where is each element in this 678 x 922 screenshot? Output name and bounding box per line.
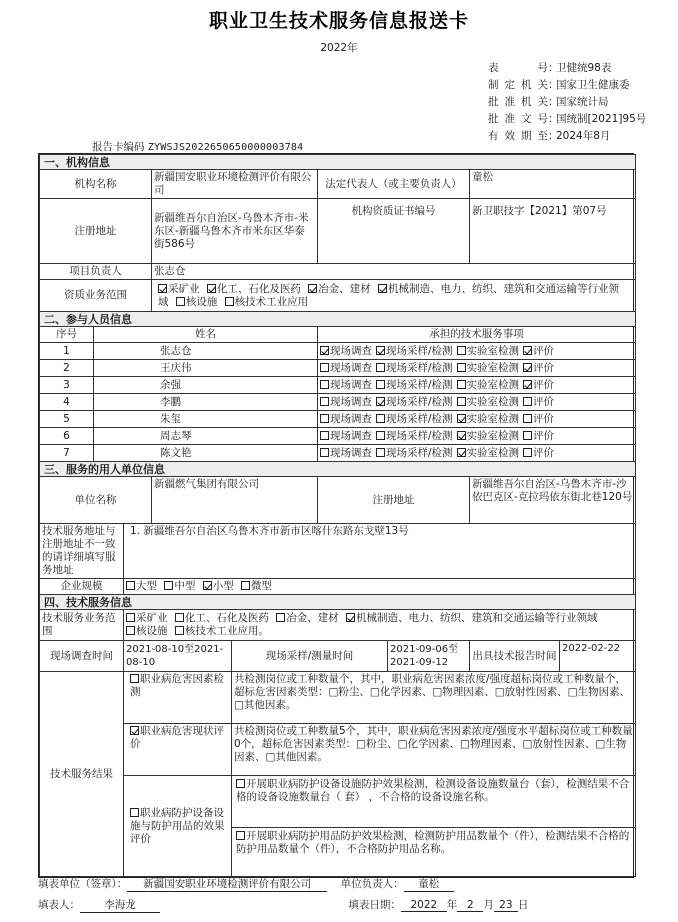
section2-title: 二、参与人员信息 <box>40 312 636 327</box>
sampling-time: 2021-09-06至2021-09-12 <box>388 641 470 672</box>
service-addr-label: 技术服务地址与注册地址不一致的请详细填写服务地址 <box>40 524 124 579</box>
person-seq: 2 <box>40 360 94 377</box>
task-option[interactable]: 现场调查 <box>320 413 372 425</box>
service-scope-label: 技术服务业务范围 <box>40 610 124 641</box>
person-row <box>40 360 636 377</box>
scope-option[interactable]: 冶金、建材 <box>308 283 371 295</box>
section4-title: 四、技术服务信息 <box>40 595 636 610</box>
checkbox[interactable] <box>457 380 466 389</box>
checkbox[interactable] <box>457 431 466 440</box>
qualification-scope <box>152 280 636 312</box>
task-option[interactable]: 实验室检测 <box>457 345 520 357</box>
person-seq: 4 <box>40 394 94 411</box>
checkbox[interactable] <box>523 431 532 440</box>
cert-no: 新卫职技字【2021】第07号 <box>470 199 636 264</box>
checkbox[interactable] <box>225 297 234 306</box>
size-option[interactable]: 小型 <box>203 580 234 592</box>
service-addr: 1. 新疆维吾尔自治区乌鲁木齐市新市区喀什东路东戈壁13号 <box>124 524 636 579</box>
task-option[interactable]: 现场调查 <box>320 345 372 357</box>
checkbox[interactable] <box>158 284 167 293</box>
task-option[interactable]: 现场调查 <box>320 362 372 374</box>
person-name: 陈文艳 <box>94 445 318 462</box>
person-name: 李鹏 <box>94 394 318 411</box>
report-time-label: 出具技术报告时间 <box>470 641 560 672</box>
task-option[interactable]: 评价 <box>523 362 554 374</box>
size-option[interactable]: 中型 <box>164 580 195 592</box>
person-seq: 7 <box>40 445 94 462</box>
legal-rep: 童松 <box>470 170 636 199</box>
checkbox[interactable] <box>376 431 385 440</box>
checkbox[interactable] <box>376 363 385 372</box>
scope-option[interactable]: 机械制造、电力、纺织、建筑和交通运输等行业领域 <box>346 612 598 624</box>
filler: 李海龙 <box>80 897 160 913</box>
task-option[interactable]: 现场调查 <box>320 430 372 442</box>
survey-time: 2021-08-10至2021-08-10 <box>124 641 232 672</box>
person-tasks <box>318 411 636 428</box>
result-ppe-text: 开展职业病防护用品防护效果检测，检测防护用品数量个（件），检测结果不合格的防护用品数量个（件），不合格防护用品名称。 <box>232 828 636 877</box>
checkbox[interactable] <box>320 397 329 406</box>
org-name: 新疆国安职业环境检测评价有限公司 <box>152 170 318 199</box>
sampling-time-label: 现场采样/测量时间 <box>232 641 388 672</box>
unit-reg-addr-label: 注册地址 <box>318 477 470 524</box>
checkbox[interactable] <box>457 363 466 372</box>
person-name: 张志仓 <box>94 343 318 360</box>
checkbox[interactable] <box>376 346 385 355</box>
report-year: 2022年 <box>320 42 358 54</box>
checkbox[interactable] <box>523 346 532 355</box>
checkbox[interactable] <box>523 380 532 389</box>
checkbox[interactable] <box>320 448 329 457</box>
checkbox[interactable] <box>164 581 173 590</box>
scope-option[interactable]: 化工、石化及医药 <box>175 612 269 624</box>
service-result-label: 技术服务结果 <box>40 672 124 877</box>
checkbox[interactable] <box>126 581 135 590</box>
checkbox[interactable] <box>241 581 250 590</box>
scope-option[interactable]: 采矿业 <box>126 612 168 624</box>
task-option[interactable]: 现场采样/检测 <box>376 430 453 442</box>
checkbox[interactable] <box>130 674 139 683</box>
checkbox[interactable] <box>126 613 135 622</box>
task-option[interactable]: 评价 <box>523 345 554 357</box>
col-seq: 序号 <box>40 327 94 343</box>
person-tasks <box>318 428 636 445</box>
section3-title: 三、服务的用人单位信息 <box>40 462 636 477</box>
checkbox[interactable] <box>320 363 329 372</box>
task-option[interactable]: 实验室检测 <box>457 396 520 408</box>
person-row <box>40 445 636 462</box>
reg-addr-label: 注册地址 <box>40 199 152 264</box>
scope-option[interactable]: 核技术工业应用。 <box>175 625 269 637</box>
task-option[interactable]: 评价 <box>523 447 554 459</box>
task-option[interactable]: 评价 <box>523 430 554 442</box>
checkbox[interactable] <box>457 448 466 457</box>
checkbox[interactable] <box>376 397 385 406</box>
col-tasks: 承担的技术服务事项 <box>318 327 636 343</box>
scope-option[interactable]: 机械制造、电力、纺织、建筑和交通运输等行业领域 <box>158 282 620 308</box>
person-seq: 6 <box>40 428 94 445</box>
task-option[interactable]: 实验室检测 <box>457 362 520 374</box>
result-option[interactable]: 职业病危害现状评价 <box>124 724 232 776</box>
cert-label: 机构资质证书编号 <box>318 199 470 264</box>
task-option[interactable]: 评价 <box>523 379 554 391</box>
date-day: 23 <box>494 899 518 912</box>
scope-option[interactable]: 核技术工业应用 <box>225 296 309 308</box>
person-name: 余强 <box>94 377 318 394</box>
person-tasks <box>318 343 636 360</box>
report-card-code: 报告卡编码 ZYWSJS2022650650000003784 <box>92 141 304 153</box>
form-meta-block <box>488 60 673 145</box>
scope-option[interactable]: 冶金、建材 <box>276 612 339 624</box>
unit-reg-addr: 新疆维吾尔自治区-乌鲁木齐市-沙依巴克区-克拉玛依东街北巷120号 <box>470 477 636 524</box>
checkbox[interactable] <box>320 414 329 423</box>
checkbox[interactable] <box>175 613 184 622</box>
person-row <box>40 394 636 411</box>
person-tasks <box>318 445 636 462</box>
checkbox[interactable] <box>523 397 532 406</box>
result-evaluation-text: 共检测岗位或工种数量5个，其中，职业病危害因素浓度/强度水平超标岗位或工种数量0个，超标危害因素类型：□粉尘、□化学因素、□物理因素、□放射性因素、□生物因素、□其他因素。 <box>232 724 636 776</box>
footer-line-2: 填表人： 李海龙 填表日期： 2022 年 2 月 23 日 <box>38 899 529 911</box>
meta-row: 批准文号 ： 国统制[2021]95号 <box>488 113 647 125</box>
checkbox[interactable] <box>203 581 212 590</box>
scope-option[interactable]: 化工、石化及医药 <box>207 283 301 295</box>
person-tasks <box>318 377 636 394</box>
service-scope <box>124 610 636 641</box>
person-seq: 1 <box>40 343 94 360</box>
person-tasks <box>318 394 636 411</box>
enterprise-size-label: 企业规模 <box>40 579 124 595</box>
people-list <box>40 343 636 462</box>
checkbox[interactable] <box>378 284 387 293</box>
footer-line-1: 填表单位（签章）： 新疆国安职业环境检测评价有限公司 单位负责人： 童松 <box>38 876 638 892</box>
checkbox[interactable] <box>523 363 532 372</box>
task-option[interactable]: 实验室检测 <box>457 379 520 391</box>
result-option[interactable]: 职业病危害因素检测 <box>124 672 232 724</box>
person-name: 王庆伟 <box>94 360 318 377</box>
info-form-table <box>38 153 634 878</box>
task-option[interactable]: 现场采样/检测 <box>376 379 453 391</box>
person-tasks <box>318 360 636 377</box>
scope-option[interactable]: 采矿业 <box>158 283 200 295</box>
checkbox[interactable] <box>376 414 385 423</box>
date-month: 2 <box>457 899 483 912</box>
result-option[interactable]: 职业病防护设备设施与防护用品的效果评价 <box>124 776 232 877</box>
person-row <box>40 411 636 428</box>
task-option[interactable]: 现场调查 <box>320 379 372 391</box>
meta-row: 制定机关 ： 国家卫生健康委 <box>488 79 630 91</box>
checkbox[interactable] <box>276 613 285 622</box>
person-row <box>40 377 636 394</box>
checkbox[interactable] <box>376 448 385 457</box>
person-name: 朱玺 <box>94 411 318 428</box>
meta-row: 有效期至 ： 2024年8月 <box>488 130 611 142</box>
scope-option[interactable]: 核设施 <box>176 296 218 308</box>
checkbox[interactable] <box>523 414 532 423</box>
fill-unit: 新疆国安职业环境检测评价有限公司 <box>127 876 327 892</box>
task-option[interactable]: 现场调查 <box>320 447 372 459</box>
checkbox[interactable] <box>130 726 139 735</box>
unit-name-label: 单位名称 <box>40 477 152 524</box>
checkbox[interactable] <box>130 808 139 817</box>
org-name-label: 机构名称 <box>40 170 152 199</box>
form-title: 职业卫生技术服务信息报送卡 <box>208 10 469 32</box>
task-option[interactable]: 实验室检测 <box>457 430 520 442</box>
task-option[interactable]: 现场采样/检测 <box>376 345 453 357</box>
checkbox[interactable] <box>236 831 245 840</box>
person-seq: 5 <box>40 411 94 428</box>
report-time: 2022-02-22 <box>560 641 636 672</box>
task-option[interactable]: 现场采样/检测 <box>376 447 453 459</box>
person-name: 周志琴 <box>94 428 318 445</box>
checkbox[interactable] <box>320 431 329 440</box>
qualification-scope-label: 资质业务范围 <box>40 280 152 312</box>
col-name: 姓名 <box>94 327 318 343</box>
checkbox[interactable] <box>457 346 466 355</box>
checkbox[interactable] <box>320 380 329 389</box>
section1-title: 一、机构信息 <box>40 155 636 170</box>
task-option[interactable]: 现场采样/检测 <box>376 362 453 374</box>
person-row <box>40 428 636 445</box>
unit-head: 童松 <box>404 876 454 892</box>
meta-row: 批准机关 ： 国家统计局 <box>488 96 609 108</box>
date-year: 2022 <box>401 899 447 912</box>
checkbox[interactable] <box>207 284 216 293</box>
checkbox[interactable] <box>346 613 355 622</box>
checkbox[interactable] <box>523 448 532 457</box>
reg-addr: 新疆维吾尔自治区-乌鲁木齐市-米东区-新疆乌鲁木齐市米东区华泰街586号 <box>152 199 318 264</box>
checkbox[interactable] <box>126 626 135 635</box>
unit-name: 新疆燃气集团有限公司 <box>152 477 318 524</box>
checkbox[interactable] <box>176 297 185 306</box>
task-option[interactable]: 评价 <box>523 396 554 408</box>
report-card-code-value: ZYWSJS2022650650000003784 <box>147 142 304 153</box>
checkbox[interactable] <box>376 380 385 389</box>
result-detection-text: 共检测岗位或工种数量个，其中，职业病危害因素浓度/强度超标岗位或工种数量个，超标危害因素类型：□粉尘、□化学因素、□物理因素、□放射性因素、□生物因素、□其他因素。 <box>232 672 636 724</box>
checkbox[interactable] <box>236 779 245 788</box>
checkbox[interactable] <box>457 414 466 423</box>
task-option[interactable]: 现场调查 <box>320 396 372 408</box>
scope-option[interactable]: 核设施 <box>126 625 168 637</box>
task-option[interactable]: 现场采样/检测 <box>376 396 453 408</box>
person-seq: 3 <box>40 377 94 394</box>
person-row <box>40 343 636 360</box>
checkbox[interactable] <box>457 397 466 406</box>
legal-rep-label: 法定代表人（或主要负责人） <box>318 170 470 199</box>
task-option[interactable]: 实验室检测 <box>457 413 520 425</box>
survey-time-label: 现场调查时间 <box>40 641 124 672</box>
enterprise-size <box>124 579 636 595</box>
task-option[interactable]: 现场采样/检测 <box>376 413 453 425</box>
checkbox[interactable] <box>175 626 184 635</box>
size-option[interactable]: 大型 <box>126 580 157 592</box>
task-option[interactable]: 实验室检测 <box>457 447 520 459</box>
checkbox[interactable] <box>320 346 329 355</box>
checkbox[interactable] <box>308 284 317 293</box>
project-lead: 张志仓 <box>152 264 636 280</box>
task-option[interactable]: 评价 <box>523 413 554 425</box>
result-equipment-text: 开展职业病防护设备设施防护效果检测，检测设备设施数量台（套），检测结果不合格的设备设施数量台（ 套） ，不合格的设备设施名称。 <box>232 776 636 828</box>
size-option[interactable]: 微型 <box>241 580 272 592</box>
meta-row: 表号 ： 卫健统98表 <box>488 62 612 74</box>
project-lead-label: 项目负责人 <box>40 264 152 280</box>
